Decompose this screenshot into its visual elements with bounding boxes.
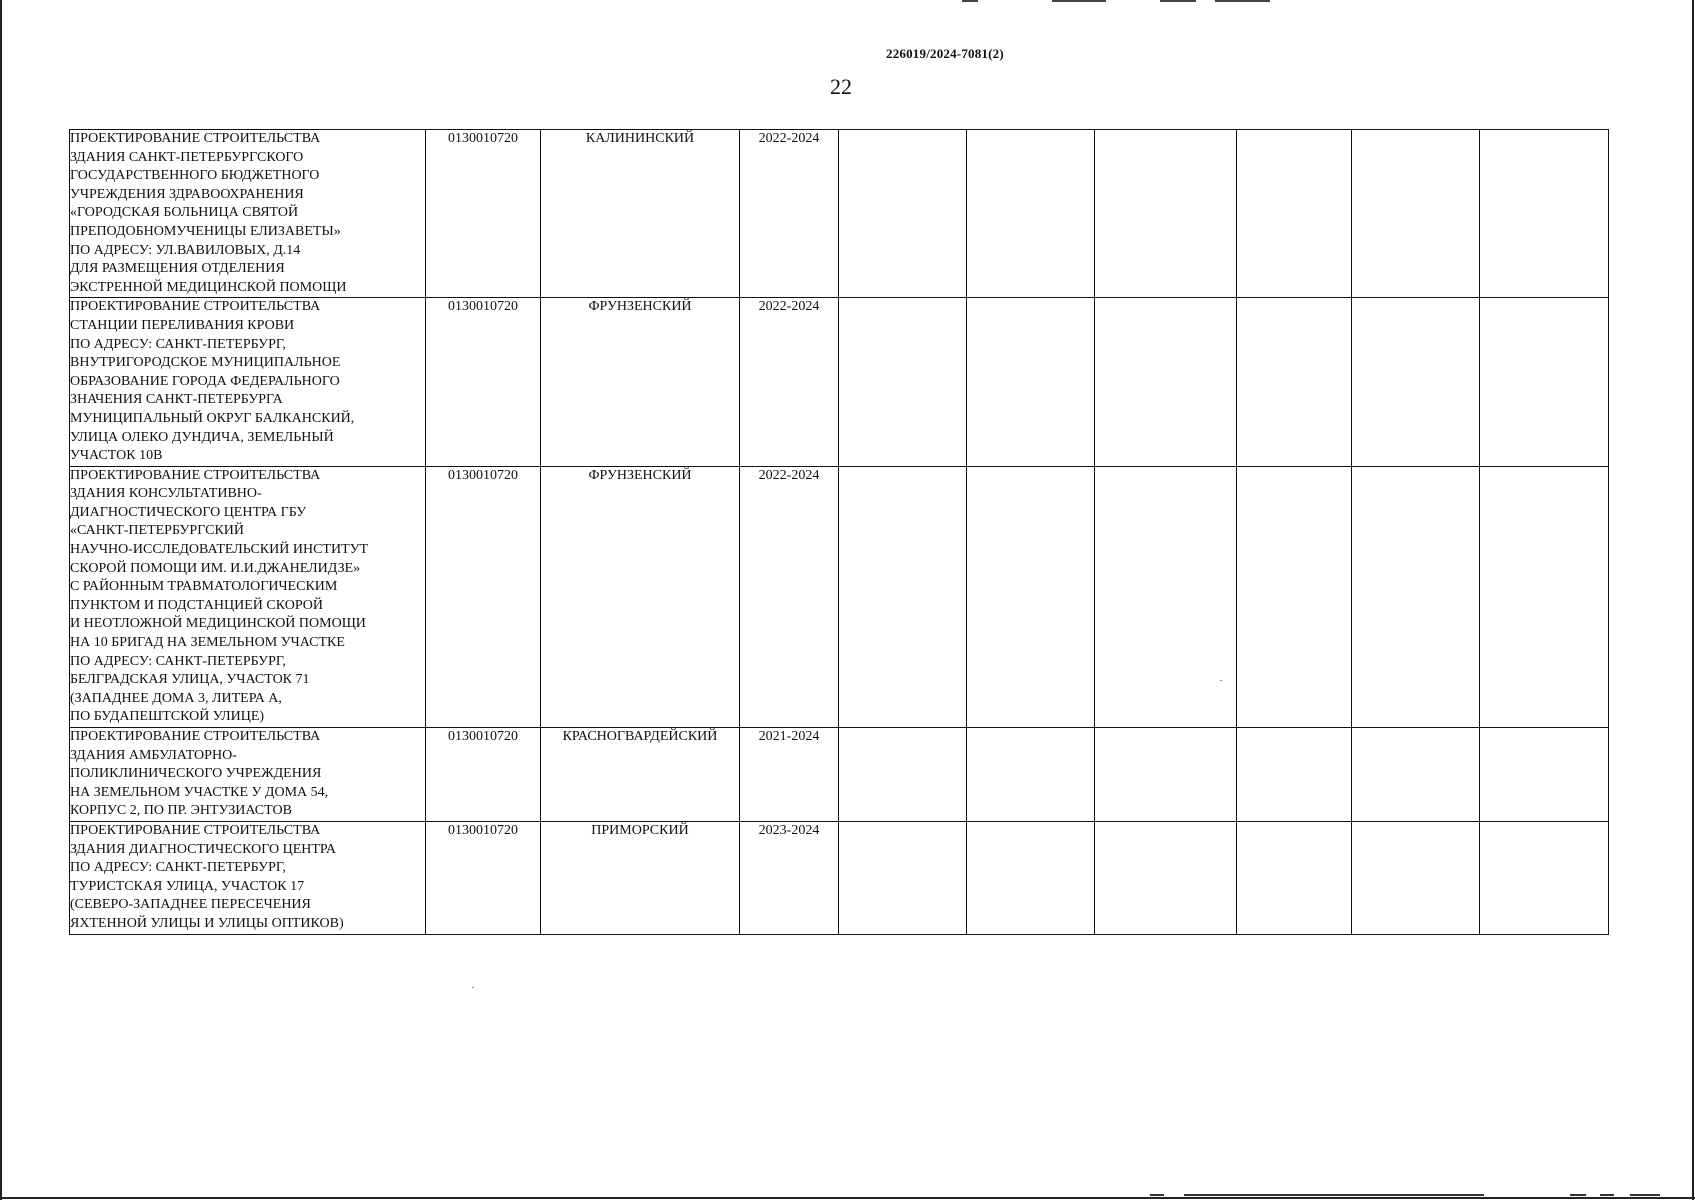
object-name-cell: ПРОЕКТИРОВАНИЕ СТРОИТЕЛЬСТВА ЗДАНИЯ ДИАГНОСТИЧЕСКОГО ЦЕНТРА ПО АДРЕСУ: САНКТ-ПЕТЕРБУРГ, ТУРИСТСКАЯ УЛИЦА, УЧАСТОК 17 (СЕВЕРО-ЗАПАДНЕЕ ПЕРЕСЕЧЕНИЯ ЯХТЕННОЙ УЛИЦЫ И УЛИЦЫ ОПТИКОВ) — [70, 822, 426, 935]
scan-border-right — [1692, 0, 1694, 1200]
table-row — [70, 822, 1609, 935]
page-number: 22 — [830, 74, 852, 99]
table-row — [70, 298, 1609, 466]
empty-cell — [1480, 298, 1609, 466]
period-cell: 2022-2024 — [740, 130, 839, 298]
empty-cell — [839, 466, 967, 727]
period-cell: 2023-2024 — [740, 822, 839, 935]
scan-border-bottom — [0, 1197, 1695, 1199]
empty-cell — [1480, 728, 1609, 822]
scan-artifact-top — [960, 0, 1320, 2]
empty-cell — [1480, 130, 1609, 298]
code-cell: 0130010720 — [426, 728, 541, 822]
scan-speck — [472, 987, 474, 988]
period-cell: 2022-2024 — [740, 466, 839, 727]
code-cell: 0130010720 — [426, 130, 541, 298]
empty-cell — [1237, 466, 1352, 727]
district-cell: ПРИМОРСКИЙ — [541, 822, 740, 935]
registration-number: 226019/2024-7081(2) — [886, 46, 1004, 61]
code-cell: 0130010720 — [426, 822, 541, 935]
empty-cell — [1095, 298, 1237, 466]
empty-cell — [1352, 130, 1480, 298]
empty-cell — [967, 822, 1095, 935]
empty-cell — [839, 822, 967, 935]
district-cell: КАЛИНИНСКИЙ — [541, 130, 740, 298]
object-name-cell: ПРОЕКТИРОВАНИЕ СТРОИТЕЛЬСТВА СТАНЦИИ ПЕРЕЛИВАНИЯ КРОВИ ПО АДРЕСУ: САНКТ-ПЕТЕРБУРГ, ВНУТРИГОРОДСКОЕ МУНИЦИПАЛЬНОЕ ОБРАЗОВАНИЕ ГОРОДА ФЕДЕРАЛЬНОГО ЗНАЧЕНИЯ САНКТ-ПЕТЕРБУРГА МУНИЦИПАЛЬНЫЙ ОКРУГ БАЛКАНСКИЙ, УЛИЦА ОЛЕКО ДУНДИЧА, ЗЕМЕЛЬНЫЙ УЧАСТОК 10В — [70, 298, 426, 466]
empty-cell — [1095, 466, 1237, 727]
code-cell: 0130010720 — [426, 298, 541, 466]
table-row — [70, 466, 1609, 727]
code-cell: 0130010720 — [426, 466, 541, 727]
district-cell: ФРУНЗЕНСКИЙ — [541, 298, 740, 466]
empty-cell — [839, 130, 967, 298]
district-cell: ФРУНЗЕНСКИЙ — [541, 466, 740, 727]
empty-cell — [1095, 822, 1237, 935]
empty-cell — [1237, 728, 1352, 822]
object-name-cell: ПРОЕКТИРОВАНИЕ СТРОИТЕЛЬСТВА ЗДАНИЯ КОНСУЛЬТАТИВНО- ДИАГНОСТИЧЕСКОГО ЦЕНТРА ГБУ «САНКТ-ПЕТЕРБУРГСКИЙ НАУЧНО-ИССЛЕДОВАТЕЛЬСКИЙ ИНСТИТУТ СКОРОЙ ПОМОЩИ ИМ. И.И.ДЖАНЕЛИДЗЕ» С РАЙОННЫМ ТРАВМАТОЛОГИЧЕСКИМ ПУНКТОМ И ПОДСТАНЦИЕЙ СКОРОЙ И НЕОТЛОЖНОЙ МЕДИЦИНСКОЙ ПОМОЩИ НА 10 БРИГАД НА ЗЕМЕЛЬНОМ УЧАСТКЕ ПО АДРЕСУ: САНКТ-ПЕТЕРБУРГ, БЕЛГРАДСКАЯ УЛИЦА, УЧАСТОК 71 (ЗАПАДНЕЕ ДОМА 3, ЛИТЕРА А, ПО БУДАПЕШТСКОЙ УЛИЦЕ) — [70, 466, 426, 727]
empty-cell — [967, 298, 1095, 466]
empty-cell — [1237, 298, 1352, 466]
empty-cell — [839, 728, 967, 822]
period-cell: 2022-2024 — [740, 298, 839, 466]
district-cell: КРАСНОГВАРДЕЙСКИЙ — [541, 728, 740, 822]
empty-cell — [839, 298, 967, 466]
register-table — [69, 129, 1609, 935]
empty-cell — [1352, 466, 1480, 727]
empty-cell — [1095, 728, 1237, 822]
empty-cell — [967, 130, 1095, 298]
scan-border-left — [0, 0, 2, 1200]
scan-artifact-bottom — [1150, 1194, 1690, 1196]
empty-cell — [967, 466, 1095, 727]
empty-cell — [967, 728, 1095, 822]
empty-cell — [1095, 130, 1237, 298]
period-cell: 2021-2024 — [740, 728, 839, 822]
object-name-cell: ПРОЕКТИРОВАНИЕ СТРОИТЕЛЬСТВА ЗДАНИЯ АМБУЛАТОРНО- ПОЛИКЛИНИЧЕСКОГО УЧРЕЖДЕНИЯ НА ЗЕМЕЛЬНОМ УЧАСТКЕ У ДОМА 54, КОРПУС 2, ПО ПР. ЭНТУЗИАСТОВ — [70, 728, 426, 822]
empty-cell — [1237, 822, 1352, 935]
empty-cell — [1237, 130, 1352, 298]
table-row — [70, 728, 1609, 822]
empty-cell — [1480, 822, 1609, 935]
empty-cell — [1352, 298, 1480, 466]
empty-cell — [1352, 728, 1480, 822]
table-row — [70, 130, 1609, 298]
empty-cell — [1480, 466, 1609, 727]
empty-cell — [1352, 822, 1480, 935]
object-name-cell: ПРОЕКТИРОВАНИЕ СТРОИТЕЛЬСТВА ЗДАНИЯ САНКТ-ПЕТЕРБУРГСКОГО ГОСУДАРСТВЕННОГО БЮДЖЕТНОГО УЧРЕЖДЕНИЯ ЗДРАВООХРАНЕНИЯ «ГОРОДСКАЯ БОЛЬНИЦА СВЯТОЙ ПРЕПОДОБНОМУЧЕНИЦЫ ЕЛИЗАВЕТЫ» ПО АДРЕСУ: УЛ.ВАВИЛОВЫХ, Д.14 ДЛЯ РАЗМЕЩЕНИЯ ОТДЕЛЕНИЯ ЭКСТРЕННОЙ МЕДИЦИНСКОЙ ПОМОЩИ — [70, 130, 426, 298]
